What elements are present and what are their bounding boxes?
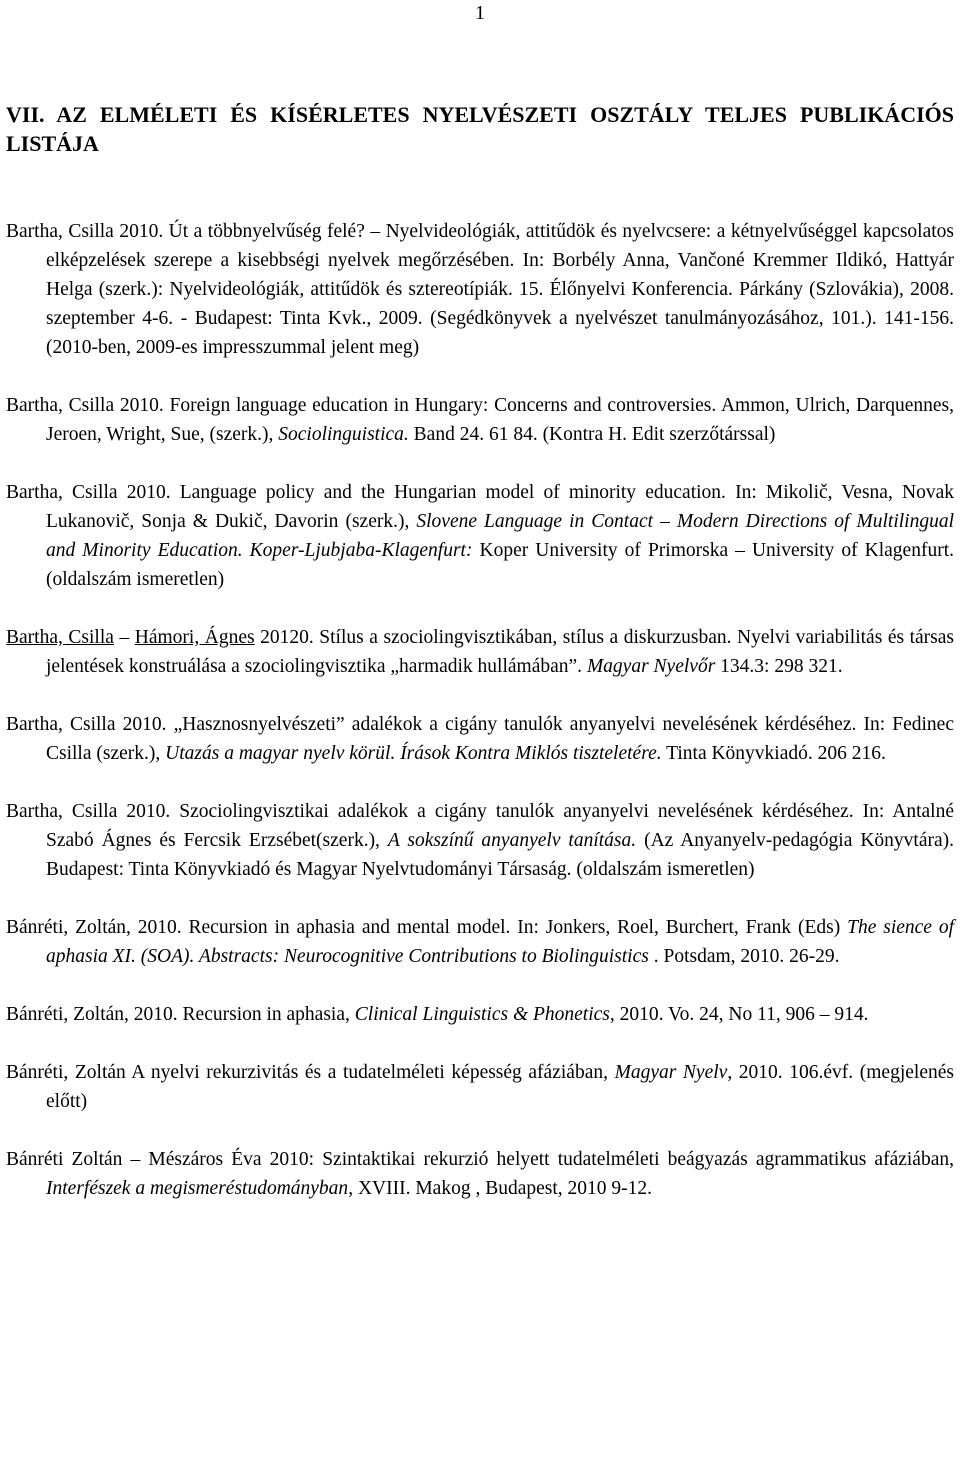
publication-entry-10 bbox=[6, 1145, 954, 1203]
entry-text: Bartha, Csilla 2010. Szociolingvisztikai adalékok a cigány tanulók anyanyelvi nevelésének kérdéséhez. In: Antalné Szabó Ágnes és Fercsik Erzsébet(szerk.), bbox=[6, 801, 954, 851]
entry-author-underlined: Hámori, Ágnes bbox=[134, 627, 255, 648]
entry-text: Bartha, Csilla 2010. Út a többnyelvűség felé? – Nyelvideológiák, attitűdök és nyelvcsere: a kétnyelvűséggel kapcsolatos elképzelések szerepe a kisebbségi nyelvek megőrzésében. In: Borbély Anna, Vančoné Kremmer Ildikó, Hattyár Helga (szerk.): Nyelvideológiák, attitűdök és sztereotípiák. 15. Élőnyelvi Konferencia. Párkány (Szlovákia), 2008. szeptember 4-6. - Budapest: Tinta Kvk., 2009. (Segédkönyvek a nyelvészet tanulmányozásához, 101.). 141-156. (2010-ben, 2009-es impresszummal jelent meg) bbox=[6, 221, 954, 358]
entry-italic-title: Magyar Nyelv bbox=[614, 1062, 728, 1083]
publication-entry-5 bbox=[6, 710, 954, 768]
entry-text: Tinta Könyvkiadó. 206 216. bbox=[661, 743, 886, 764]
publication-entry-3 bbox=[6, 478, 954, 594]
entry-text: 134.3: 298 321. bbox=[715, 656, 843, 677]
entry-italic-title: Clinical Linguistics & Phonetics bbox=[354, 1004, 610, 1025]
entry-italic-title: Interfészek a megismeréstudományban bbox=[46, 1178, 349, 1199]
entry-text: . Potsdam, 2010. 26-29. bbox=[648, 946, 840, 967]
entry-text: , XVIII. Makog , Budapest, 2010 9-12. bbox=[348, 1178, 653, 1199]
entry-text: – bbox=[113, 627, 135, 648]
entry-italic-title: Utazás a magyar nyelv körül. Írások Kontra Miklós tiszteletére. bbox=[165, 743, 662, 764]
entry-text: Bánréti, Zoltán, 2010. Recursion in aphasia and mental model. In: Jonkers, Roel, Burchert, Frank (Eds) bbox=[6, 917, 848, 938]
entry-text: (Az Anyanyelv-pedagógia Könyvtára). Budapest: Tinta Könyvkiadó és Magyar Nyelvtudományi Társaság. (oldalszám ismeretlen) bbox=[46, 830, 955, 880]
entry-italic-title: Sociolinguistica. bbox=[278, 424, 409, 445]
entry-text: Bánréti Zoltán – Mészáros Éva 2010: Szintaktikai rekurzió helyett tudatelméleti beágyazás agrammatikus afáziában, bbox=[6, 1149, 954, 1170]
publication-entry-8 bbox=[6, 1000, 954, 1029]
publication-entry-6 bbox=[6, 797, 954, 884]
publication-entry-7 bbox=[6, 913, 954, 971]
entry-text: Koper University of Primorska – University of Klagenfurt. (oldalszám ismeretlen) bbox=[46, 540, 954, 590]
entry-text: Bartha, Csilla 2010. Foreign language education in Hungary: Concerns and controversies. Ammon, Ulrich, Darquennes, Jeroen, Wright, Sue, (szerk.), bbox=[6, 395, 954, 445]
entry-italic-title: A sokszínű anyanyelv tanítása. bbox=[387, 830, 637, 851]
publication-list bbox=[6, 217, 954, 1232]
entry-italic-title: Slovene Language in Contact – Modern Directions of Multilingual and Minority Education. Koper-Ljubjaba-Klagenfurt: bbox=[46, 511, 954, 561]
section-heading: VII. AZ ELMÉLETI ÉS KÍSÉRLETES NYELVÉSZETI OSZTÁLY TELJES PUBLIKÁCIÓS LISTÁJA bbox=[6, 102, 954, 156]
entry-italic-title: Magyar Nyelvőr bbox=[586, 656, 716, 677]
entry-text: 20120. Stílus a szociolingvisztikában, stílus a diskurzusban. Nyelvi variabilitás és társas jelentések konstruálása a szociolingvisztika „harmadik hullámában”. bbox=[46, 627, 955, 677]
publication-entry-1 bbox=[6, 217, 954, 362]
publication-entry-4 bbox=[6, 623, 954, 681]
entry-author-underlined: Bartha, Csilla bbox=[6, 627, 114, 648]
entry-text: Band 24. 61 84. (Kontra H. Edit szerzőtárssal) bbox=[408, 424, 776, 445]
entry-text: , 2010. Vo. 24, No 11, 906 – 914. bbox=[609, 1004, 869, 1025]
page-number: 1 bbox=[475, 2, 485, 24]
entry-italic-title: The sience of aphasia XI. (SOA). Abstracts: Neurocognitive Contributions to Biolinguistics bbox=[46, 917, 954, 967]
publication-entry-9 bbox=[6, 1058, 954, 1116]
entry-text: Bartha, Csilla 2010. Language policy and the Hungarian model of minority education. In: Mikolič, Vesna, Novak Lukanovič, Sonja & Dukič, Davorin (szerk.), bbox=[6, 482, 954, 532]
entry-text: , 2010. 106.évf. (megjelenés előtt) bbox=[46, 1062, 954, 1112]
entry-text: Bánréti, Zoltán, 2010. Recursion in aphasia, bbox=[6, 1004, 355, 1025]
entry-text: Bartha, Csilla 2010. „Hasznosnyelvészeti” adalékok a cigány tanulók anyanyelvi nevelésének kérdéséhez. In: Fedinec Csilla (szerk.), bbox=[6, 714, 954, 764]
entry-text: Bánréti, Zoltán A nyelvi rekurzivitás és a tudatelméleti képesség afáziában, bbox=[6, 1062, 615, 1083]
publication-entry-2 bbox=[6, 391, 954, 449]
